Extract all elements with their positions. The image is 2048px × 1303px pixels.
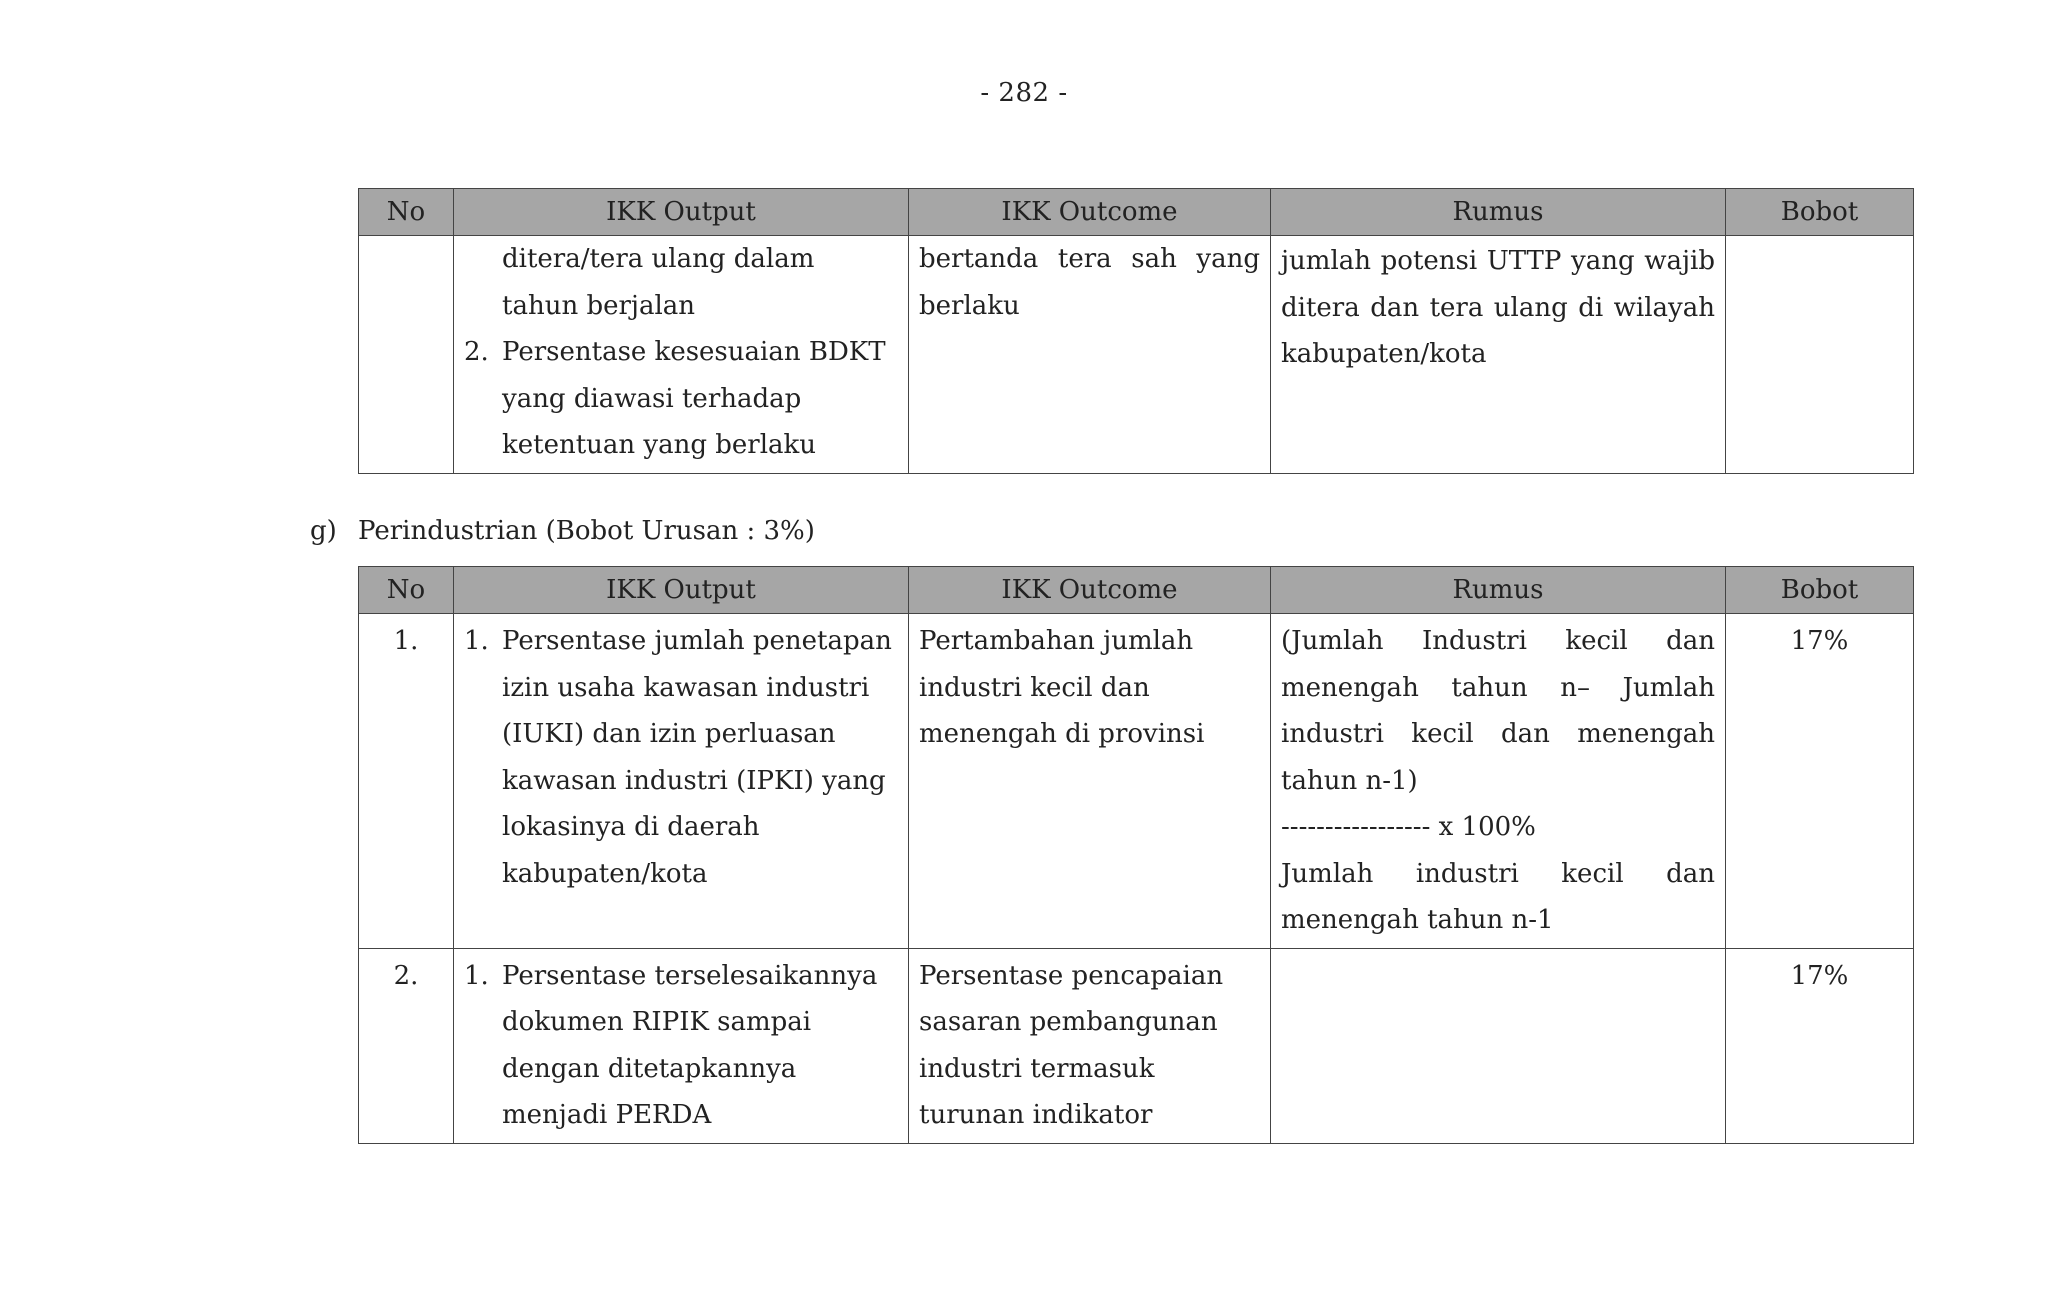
output-item-number: 1.	[464, 626, 489, 656]
output-line: ketentuan yang berlaku	[502, 430, 817, 460]
cell-bobot	[1726, 236, 1914, 474]
section-heading	[310, 516, 815, 546]
header-rumus: Rumus	[1271, 567, 1726, 614]
header-ikk-output: IKK Output	[454, 189, 909, 236]
table-row	[359, 614, 1914, 949]
header-no: No	[359, 567, 454, 614]
output-line: izin usaha kawasan industri	[502, 672, 870, 703]
cell-ikk-outcome: bertanda tera sah yang berlaku	[909, 236, 1271, 474]
outcome-line: Persentase pencapaian	[919, 960, 1224, 991]
outcome-line: sasaran pembangunan	[919, 1007, 1218, 1037]
cell-ikk-output	[454, 948, 909, 1143]
table-header-row	[359, 567, 1914, 614]
output-item-number: 1.	[464, 960, 489, 991]
output-line: (IUKI) dan izin perluasan	[502, 719, 836, 749]
section-letter: g)	[310, 516, 337, 546]
rumus-divider: ----------------- x 100%	[1281, 812, 1536, 842]
header-ikk-output: IKK Output	[454, 567, 909, 614]
cell-no: 1.	[359, 614, 454, 949]
output-line: lokasinya di daerah	[502, 812, 760, 842]
rumus-numerator: (Jumlah Industri kecil dan menengah tahun n– Jumlah industri kecil dan menengah tahun n-1)	[1281, 626, 1715, 796]
section-title: Perindustrian (Bobot Urusan : 3%)	[358, 516, 815, 546]
output-line: tahun berjalan	[502, 290, 696, 321]
cell-rumus	[1271, 614, 1726, 949]
outcome-line: industri termasuk	[919, 1053, 1155, 1084]
header-rumus: Rumus	[1271, 189, 1726, 236]
output-item	[464, 329, 898, 469]
cell-rumus: jumlah potensi UTTP yang wajib ditera dan tera ulang di wilayah kabupaten/kota	[1271, 236, 1726, 474]
output-line: dokumen RIPIK sampai	[502, 1007, 812, 1037]
output-line: dengan ditetapkannya	[502, 1053, 797, 1084]
header-bobot: Bobot	[1726, 567, 1914, 614]
cell-bobot: 17%	[1726, 948, 1914, 1143]
outcome-line: menengah di provinsi	[919, 719, 1205, 749]
rumus-denominator: Jumlah industri kecil dan menengah tahun n-1	[1281, 858, 1715, 935]
table-row	[359, 236, 1914, 474]
header-bobot: Bobot	[1726, 189, 1914, 236]
cell-rumus	[1271, 948, 1726, 1143]
header-ikk-outcome: IKK Outcome	[909, 189, 1271, 236]
ikk-table-continued	[358, 188, 1914, 474]
header-no: No	[359, 189, 454, 236]
output-item	[464, 618, 898, 897]
header-ikk-outcome: IKK Outcome	[909, 567, 1271, 614]
cell-no	[359, 236, 454, 474]
cell-ikk-outcome	[909, 948, 1271, 1143]
output-line: menjadi PERDA	[502, 1100, 712, 1130]
output-item	[464, 953, 898, 1139]
ikk-table-perindustrian	[358, 566, 1914, 1144]
cell-ikk-output	[454, 236, 909, 474]
output-line: Persentase terselesaikannya	[502, 960, 878, 991]
output-line: yang diawasi terhadap	[502, 383, 802, 414]
output-line: kabupaten/kota	[502, 858, 708, 889]
output-item-number: 2.	[464, 337, 489, 367]
output-line: Persentase jumlah penetapan	[502, 626, 892, 656]
cell-bobot: 17%	[1726, 614, 1914, 949]
output-line: Persentase kesesuaian BDKT	[502, 337, 886, 367]
cell-ikk-outcome	[909, 614, 1271, 949]
cell-ikk-output	[454, 614, 909, 949]
table-header-row	[359, 189, 1914, 236]
outcome-line: turunan indikator	[919, 1100, 1153, 1130]
output-line: ditera/tera ulang dalam	[502, 244, 815, 274]
page-number: - 282 -	[980, 78, 1068, 108]
outcome-line: industri kecil dan	[919, 672, 1150, 703]
output-line: kawasan industri (IPKI) yang	[502, 765, 886, 796]
outcome-line: Pertambahan jumlah	[919, 626, 1194, 656]
table-row	[359, 948, 1914, 1143]
cell-no: 2.	[359, 948, 454, 1143]
